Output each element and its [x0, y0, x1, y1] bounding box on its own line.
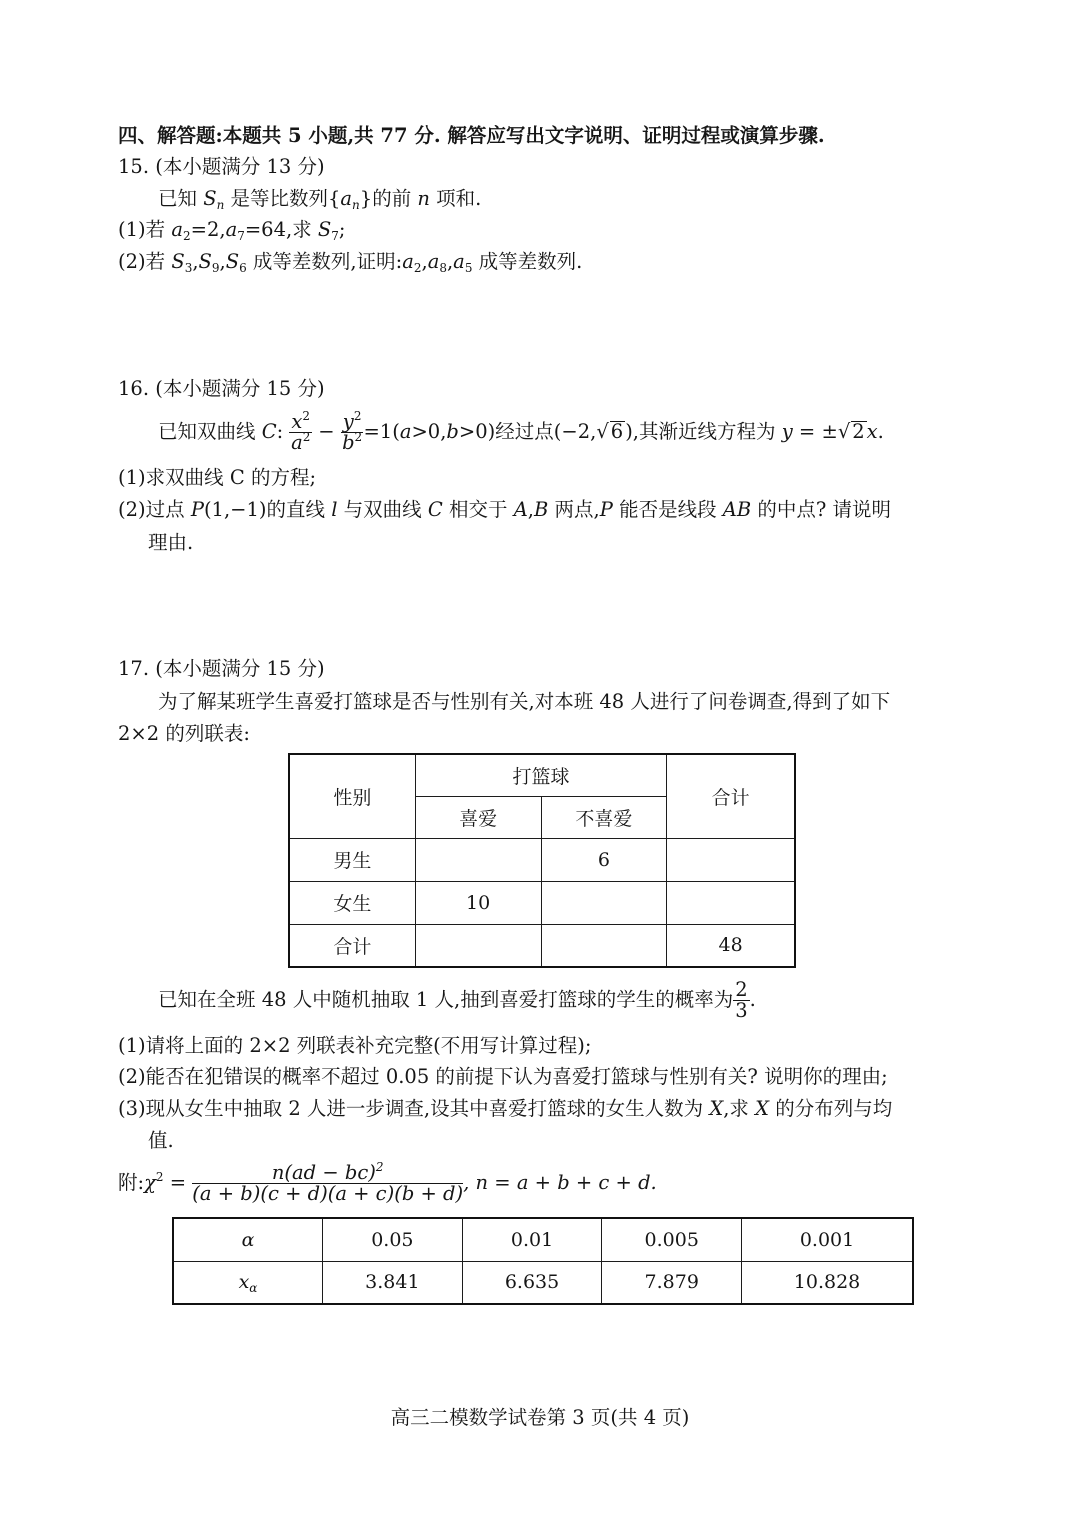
appendix-formula: 附$:\chi^2$ = $\frac{n(ad - bc)^2}{(a + b)(c + d)(a + c)(b + d)}$ , n = a + b + c + d.: [118, 1160, 657, 1205]
dislike-header: 不喜爱: [541, 796, 667, 838]
x-value: 6.635: [462, 1261, 602, 1304]
q16-part2-cont: 理由.: [148, 531, 194, 554]
like-header: 喜爱: [415, 796, 541, 838]
q15-part2: (2)若 $S_3,S_9,S_6$ 成等差数列,证明$:a_2,a_8,a_5$ 成等差数列.: [118, 250, 583, 275]
q16-stem: 已知双曲线 C: $\frac{x^2}{a^2}$ − $\frac{y^2}{b^2}$ =1(a>0,b>0)经过点(−2,√ 6 ),其渐近线方程为 y = ±√ 2 x.: [158, 409, 884, 454]
q15-header: 15. (本小题满分 13 分): [118, 155, 325, 178]
page-footer: 高三二模数学试卷第 3 页(共 4 页): [390, 1406, 690, 1429]
q17-header: 17. (本小题满分 15 分): [118, 657, 325, 680]
gender-header: 性别: [289, 754, 415, 838]
x-alpha-label: $x_\alpha$: [173, 1261, 323, 1304]
cell-like: [415, 924, 541, 967]
cell-total: [667, 881, 795, 924]
contingency-table: [288, 753, 796, 968]
row-label: 女生: [289, 881, 415, 924]
q17-stem-line1: 为了解某班学生喜爱打篮球是否与性别有关,对本班 48 人进行了问卷调查,得到了如下: [158, 690, 891, 713]
cell-dislike: [541, 924, 667, 967]
table-row: [173, 1218, 913, 1261]
q16-header: 16. (本小题满分 15 分): [118, 377, 325, 400]
alpha-value: 0.05: [323, 1218, 463, 1261]
q17-part3-cont: 值.: [148, 1129, 174, 1152]
cell-like: [415, 838, 541, 881]
cell-dislike: [541, 881, 667, 924]
alpha-value: 0.005: [602, 1218, 742, 1261]
cell-like: 10: [415, 881, 541, 924]
row-label: 合计: [289, 924, 415, 967]
cell-total: [667, 838, 795, 881]
section-heading: 四、解答题:本题共 5 小题,共 77 分. 解答应写出文字说明、证明过程或演算步骤.: [118, 124, 825, 147]
q16-part2: (2)过点 P(1,−1)的直线 l 与双曲线 C 相交于 A,B 两点,P 能否是线段 AB 的中点? 请说明: [118, 498, 892, 521]
q15-stem: 已知 $S_n$ 是等比数列$\{a_n\}$的前 n 项和.: [158, 187, 482, 212]
table-row: [289, 924, 795, 967]
q17-known: 已知在全班 48 人中随机抽取 1 人,抽到喜爱打篮球的学生的概率为 $\frac{2}{3}$ .: [158, 978, 756, 1022]
q17-part2: (2)能否在犯错误的概率不超过 0.05 的前提下认为喜爱打篮球与性别有关? 说明你的理由;: [118, 1065, 888, 1088]
probability-fraction: $\frac{2}{3}$: [735, 978, 748, 1022]
x-value: 7.879: [602, 1261, 742, 1304]
cell-dislike: 6: [541, 838, 667, 881]
cell-total: 48: [667, 924, 795, 967]
q17-stem-line2: 2×2 的列联表:: [118, 722, 250, 745]
q17-part1: (1)请将上面的 2×2 列联表补充完整(不用写计算过程);: [118, 1034, 592, 1057]
critical-value-table: [172, 1217, 914, 1305]
alpha-value: 0.001: [742, 1218, 913, 1261]
q15-part1: (1)若 $a_2=2,a_7=64$,求 $S_7$;: [118, 218, 346, 243]
x-value: 3.841: [323, 1261, 463, 1304]
table-row: [289, 838, 795, 881]
row-label: 男生: [289, 838, 415, 881]
q16-part1: (1)求双曲线 C 的方程;: [118, 466, 317, 489]
q17-part3: (3)现从女生中抽取 2 人进一步调查,设其中喜爱打篮球的女生人数为 X,求 X 的分布列与均: [118, 1097, 893, 1120]
alpha-label: α: [173, 1218, 323, 1261]
x-value: 10.828: [742, 1261, 913, 1304]
table-row: [289, 881, 795, 924]
basketball-header: 打篮球: [415, 754, 667, 796]
table-row: [173, 1261, 913, 1304]
total-header: 合计: [667, 754, 795, 838]
alpha-value: 0.01: [462, 1218, 602, 1261]
